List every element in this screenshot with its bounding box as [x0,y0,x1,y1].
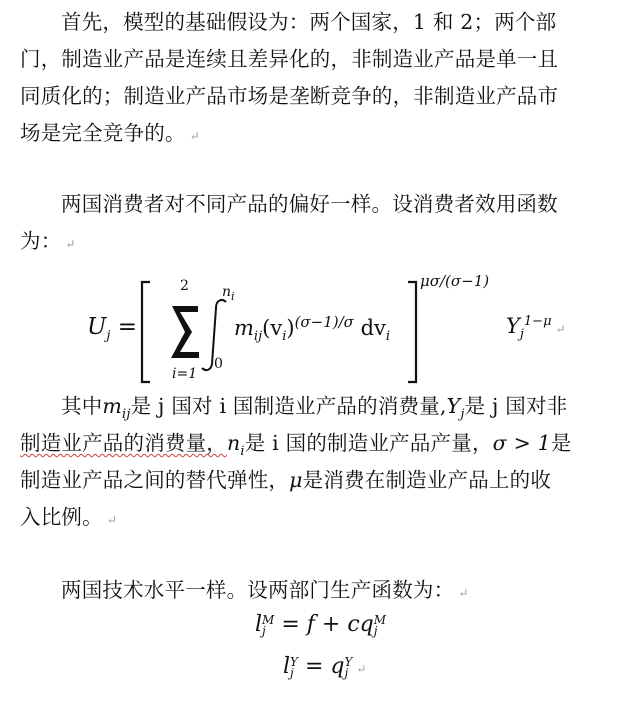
integral-lower-limit: 0 [214,356,223,372]
integral-upper-limit: $n_i$ [222,284,235,303]
paragraph-assumptions [20,4,624,155]
paragraph-mark-icon: ↵ [65,237,76,251]
paragraph-preferences [20,186,624,263]
paragraph-mark-icon: ↵ [356,662,367,676]
text-line: 门，制造业产品是连续且差异化的，非制造业产品是单一且 [20,47,559,71]
production-formula-manufacturing: l M j = f + cq M j [255,612,387,638]
text-line: 首先，模型的基础假设为：两个国家，1 和 2；两个部 [61,10,557,34]
paragraph-mark-icon: ↵ [555,322,566,336]
text-line: 为： ↵ [20,229,76,253]
paragraph-technology [20,572,624,612]
utility-formula [0,270,640,388]
integrand: $m_{ij}(v_i)^{(\sigma-1)/\sigma}$ $dv_i$ [234,313,391,345]
sum-lower-limit: i=1 [172,366,198,382]
text-line: 两国消费者对不同产品的偏好一样。设消费者效用函数 [61,192,558,216]
text-line: 入比例。 ↵ [20,505,118,529]
text-line: 制造业产品之间的替代弹性，μ是消费在制造业产品上的收 [20,468,552,492]
utility-lhs: $U_j$ = [87,314,138,344]
paragraph-definitions [20,388,624,539]
paragraph-mark-icon: ↵ [189,129,200,143]
utility-y-term: $Y_j^{1-\mu}$ ↵ [506,314,566,343]
text-line: 同质化的；制造业产品市场是垄断竞争的，非制造业产品市 [20,84,559,108]
text-line: 其中$m_{ij}$是 j 国对 i 国制造业产品的消费量$,Y_j$是 j 国对非 [61,394,568,423]
production-formula-nonmanufacturing: l Y j = q Y j ↵ [283,654,367,680]
paragraph-mark-icon: ↵ [458,586,469,600]
text-line: 制造业产品的消费量，$n_i$是 i 国的制造业产品产量，σ > 1是 [20,431,572,460]
text-line: 场是完全竞争的。 ↵ [20,121,200,145]
paragraph-mark-icon: ↵ [106,513,118,527]
sum-upper-limit: 2 [180,278,189,294]
outer-exponent: μσ/(σ−1) [420,272,490,290]
text-line: 两国技术水平一样。设两部门生产函数为： ↵ [61,578,469,602]
